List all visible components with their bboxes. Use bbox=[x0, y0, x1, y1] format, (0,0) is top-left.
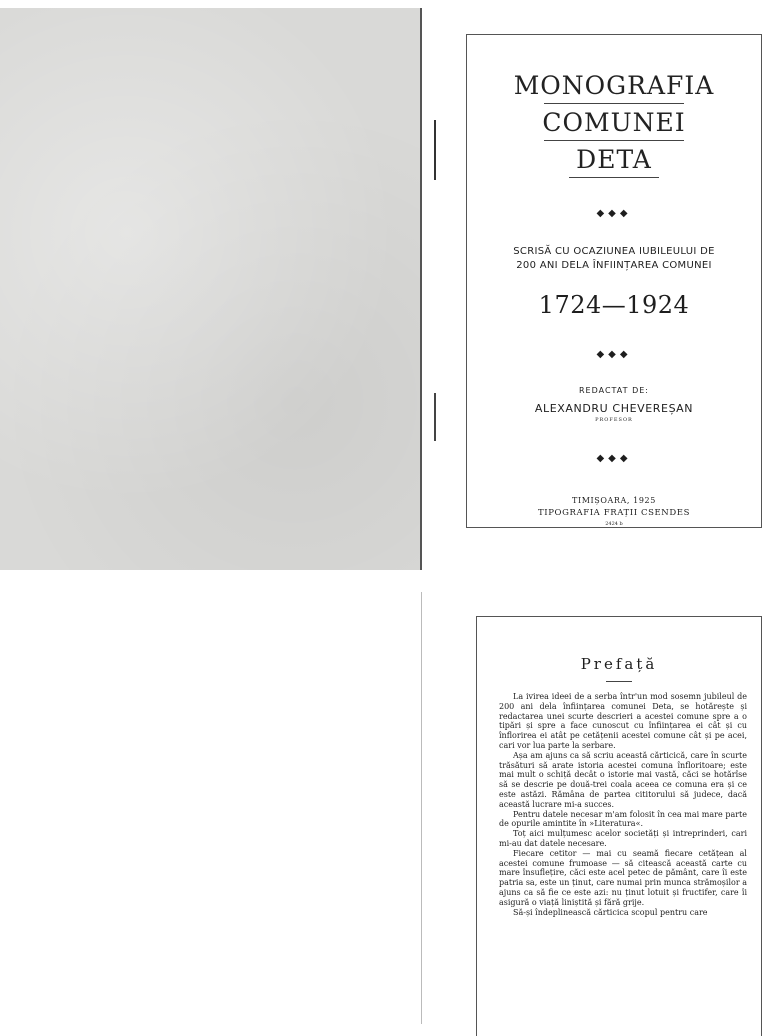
years: 1724—1924 bbox=[538, 291, 690, 319]
title-line-2: COMUNEI bbox=[542, 108, 686, 137]
author-name: ALEXANDRU CHEVEREȘAN bbox=[534, 402, 694, 415]
subtitle-line-1: SCRISĂ CU OCAZIUNEA IUBILEULUI DE bbox=[513, 246, 715, 257]
blank-left-page-top bbox=[0, 8, 422, 570]
preface-paragraph: La ivirea ideei de a serba într'un mod sosemn jubileul de 200 ani dela înființarea comunei Deta, se hotărește și redactarea unei scurte descrieri a acestei comune spre a o tipări și spre a face cunoscut cu înființarea ei cât și cu înflorirea ei atât pe cetățenii acestei comune cât și pe acei, cari vor lua parte la serbare. bbox=[499, 692, 747, 750]
ornament: ◆◆◆ bbox=[596, 453, 632, 464]
preface-page bbox=[476, 616, 762, 1036]
blank-left-page-bottom bbox=[0, 592, 422, 1024]
print-code: 2424 b bbox=[605, 521, 623, 527]
redactat-label: REDACTAT DE: bbox=[578, 386, 649, 395]
page-edge bbox=[420, 8, 422, 570]
title-rule bbox=[544, 103, 684, 104]
title-rule bbox=[569, 177, 659, 178]
author-role: PROFESOR bbox=[595, 417, 633, 423]
ornament: ◆◆◆ bbox=[596, 208, 632, 219]
title-line-1: MONOGRAFIA bbox=[513, 71, 715, 100]
title-rule bbox=[544, 140, 684, 141]
binding-mark bbox=[434, 393, 436, 441]
printer: TIPOGRAFIA FRAȚII CSENDES bbox=[537, 508, 690, 518]
subtitle-line-2: 200 ANI DELA ÎNFIINȚAREA COMUNEI bbox=[516, 260, 712, 271]
title-page bbox=[466, 34, 762, 528]
publication-place: TIMIȘOARA, 1925 bbox=[572, 496, 656, 505]
preface-rule bbox=[606, 681, 632, 682]
preface-body bbox=[477, 692, 761, 917]
ornament: ◆◆◆ bbox=[596, 349, 632, 360]
preface-title: Prefață bbox=[580, 655, 658, 673]
preface-paragraph: Toț aici mulțumesc acelor societăți și intreprinderi, cari mi-au dat datele necesare. bbox=[499, 829, 747, 848]
binding-mark bbox=[434, 120, 436, 180]
page-edge bbox=[421, 592, 422, 1024]
preface-paragraph: Așa am ajuns ca să scriu această cărticică, care în scurte trăsături să arate istoria acestei comuna înfloritoare; este mai mult o schiță decât o istorie mai vastă, căci se hotărîse să se descrie pe două-trei coala aceea ce comuna era și ce este astăzi. Rămâna de partea cititorului să judece, dacă această lucrare mi-a succes. bbox=[499, 750, 747, 809]
preface-paragraph: Pentru datele necesar m'am folosit în cea mai mare parte de opurile amintite în »Literatura«. bbox=[499, 809, 747, 829]
preface-paragraph: Să-și îndeplinească cărticica scopul pentru care bbox=[513, 907, 708, 917]
title-line-3: DETA bbox=[576, 145, 652, 174]
preface-paragraph: Fiecare cetitor — mai cu seamă fiecare cetățean al acestei comune frumoase — să citească această carte cu mare însuflețire, căci este acel petec de pământ, care îi este patria sa, este un ținut, care numai prin munca strămoșilor a ajuns ca să fie ce este azi: nu ținut lotuit și fructifer, care îi asigură o viață liniștită și fără grije. bbox=[499, 848, 747, 907]
